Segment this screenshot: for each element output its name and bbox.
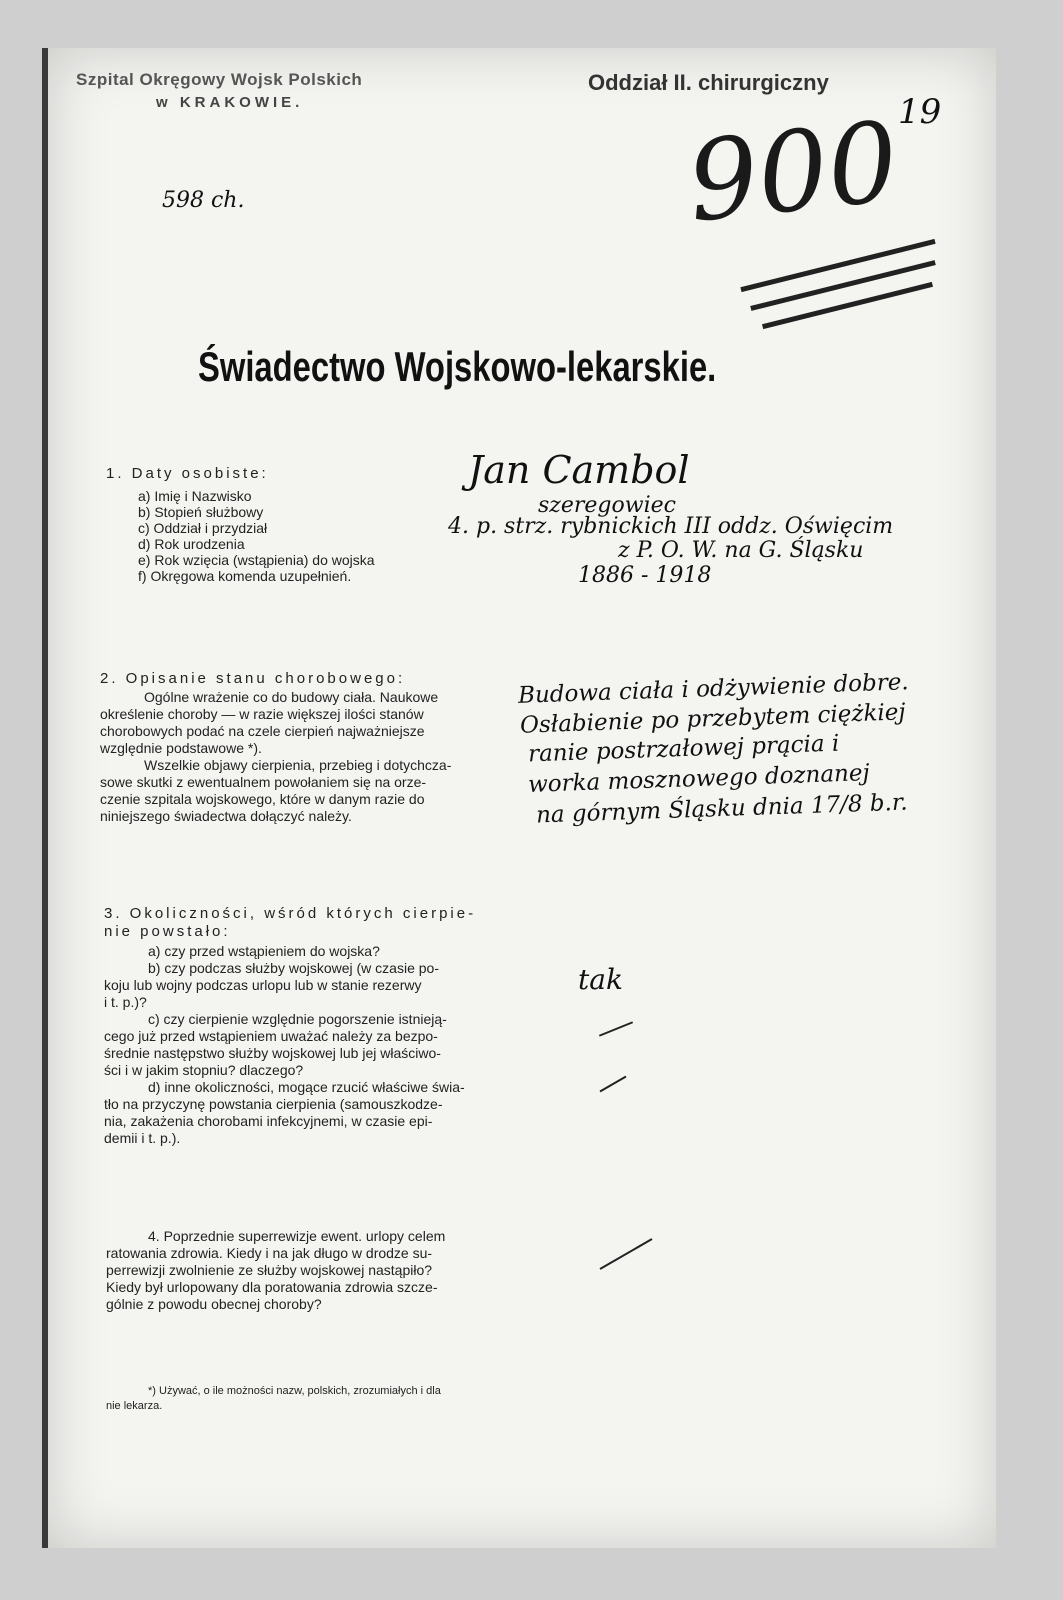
section4-line: Kiedy był urlopowany dla poratowania zdrowia szcze-: [106, 1279, 438, 1295]
department-stamp: Oddział II. chirurgiczny: [588, 70, 829, 95]
document-title: Świadectwo Wojskowo-lekarskie.: [198, 343, 717, 390]
reference-annotation: 598 ch.: [162, 188, 245, 213]
answer-name: Jan Cambol: [468, 448, 690, 492]
underline-stroke: [762, 282, 933, 329]
answer-unit2: z P. O. W. na G. Śląsku: [618, 538, 864, 563]
section3-line: demii i t. p.).: [104, 1130, 181, 1146]
section2-line: Wszelkie objawy cierpienia, przebieg i dotychcza-: [144, 757, 452, 773]
footnote-line: *) Używać, o ile możności nazw, polskich, zrozumiałych i dla: [148, 1385, 441, 1397]
section3-line: koju lub wojny podczas urlopu lub w stanie rezerwy: [104, 977, 422, 993]
dash-mark: [600, 1076, 627, 1093]
section2-answer-line: Budowa ciała i odżywienie dobre.: [517, 669, 910, 709]
section1-item: e) Rok wzięcia (wstąpienia) do wojska: [138, 552, 375, 568]
section3-heading: 3. Okoliczności, wśród których cierpie-: [104, 905, 477, 922]
section1-item: c) Oddział i przydział: [138, 520, 268, 536]
section1-item: d) Rok urodzenia: [138, 536, 245, 552]
dash-mark: [599, 1021, 633, 1036]
section1-heading: 1. Daty osobiste:: [106, 465, 269, 482]
answer-rank: szeregowiec: [538, 493, 676, 518]
section3-line: i t. p.)?: [104, 994, 147, 1010]
section2-answer-line: na górnym Śląsku dnia 17/8 b.r.: [535, 789, 909, 829]
section2-heading: 2. Opisanie stanu chorobowego:: [100, 670, 406, 687]
section2-line: czenie szpitala wojskowego, które w danym razie do: [100, 791, 425, 807]
section2-line: chorobowych podać na czele cierpień najważniejsze: [100, 723, 425, 739]
section2-answer-line: ranie postrzałowej prącia i: [527, 730, 840, 768]
hospital-stamp-line2: w KRAKOWIE.: [156, 94, 304, 111]
document-page: [42, 48, 996, 1548]
section3-line: nia, zakażenia chorobami infekcyjnemi, w czasie epi-: [104, 1113, 433, 1129]
section3-line: średnie następstwo służby wojskowej lub jej właściwo-: [104, 1045, 441, 1061]
answer-years: 1886 - 1918: [578, 563, 712, 588]
section1-item: f) Okręgowa komenda uzupełnień.: [138, 568, 352, 584]
page-number-annotation: 19: [898, 92, 942, 132]
section3-line: a) czy przed wstąpieniem do wojska?: [148, 943, 380, 959]
section3-line: cego już przed wstąpieniem uważać należy za bezpo-: [104, 1028, 438, 1044]
section3-line: d) inne okoliczności, mogące rzucić właściwe świa-: [148, 1079, 465, 1095]
section2-line: sowe skutki z ewentualnem powołaniem się na orze-: [100, 774, 427, 790]
section3-answer-b: tak: [578, 963, 623, 996]
section4-line: gólnie z powodu obecnej choroby?: [106, 1296, 322, 1312]
section3-line: c) czy cierpienie względnie pogorszenie istnieją-: [148, 1011, 447, 1027]
section1-item: b) Stopień służbowy: [138, 504, 264, 520]
section3-line: ści i w jakim stopniu? dlaczego?: [104, 1062, 304, 1078]
section2-line: określenie choroby — w razie większej ilości stanów: [100, 706, 424, 722]
section4-line: ratowania zdrowia. Kiedy i na jak długo w drodze su-: [106, 1245, 433, 1261]
section2-line: względnie podstawowe *).: [100, 740, 262, 756]
section2-line: Ogólne wrażenie co do budowy ciała. Naukowe: [144, 689, 439, 705]
archive-number-annotation: 900: [681, 97, 905, 247]
section3-line: tło na przyczynę powstania cierpienia (samouszkodze-: [104, 1096, 443, 1112]
section2-answer-line: worka mosznowego doznanej: [527, 760, 871, 798]
hospital-stamp-line1: Szpital Okręgowy Wojsk Polskich: [76, 70, 363, 89]
footnote-line: nie lekarza.: [106, 1400, 163, 1412]
section2-answer-line: Osłabienie po przebytem ciężkiej: [519, 699, 906, 739]
section3-heading-cont: nie powstało:: [104, 923, 231, 940]
section4-line: 4. Poprzednie superrewizje ewent. urlopy celem: [148, 1228, 446, 1244]
section3-line: b) czy podczas służby wojskowej (w czasie po-: [148, 960, 439, 976]
section4-line: perrewizji zwolnienie ze służby wojskowej nastąpiło?: [106, 1262, 433, 1278]
answer-unit: 4. p. strz. rybnickich III oddz. Oświęcim: [448, 514, 894, 539]
section2-line: niniejszego świadectwa dołączyć należy.: [100, 808, 352, 824]
section1-item: a) Imię i Nazwisko: [138, 488, 252, 504]
dash-mark: [600, 1238, 653, 1270]
